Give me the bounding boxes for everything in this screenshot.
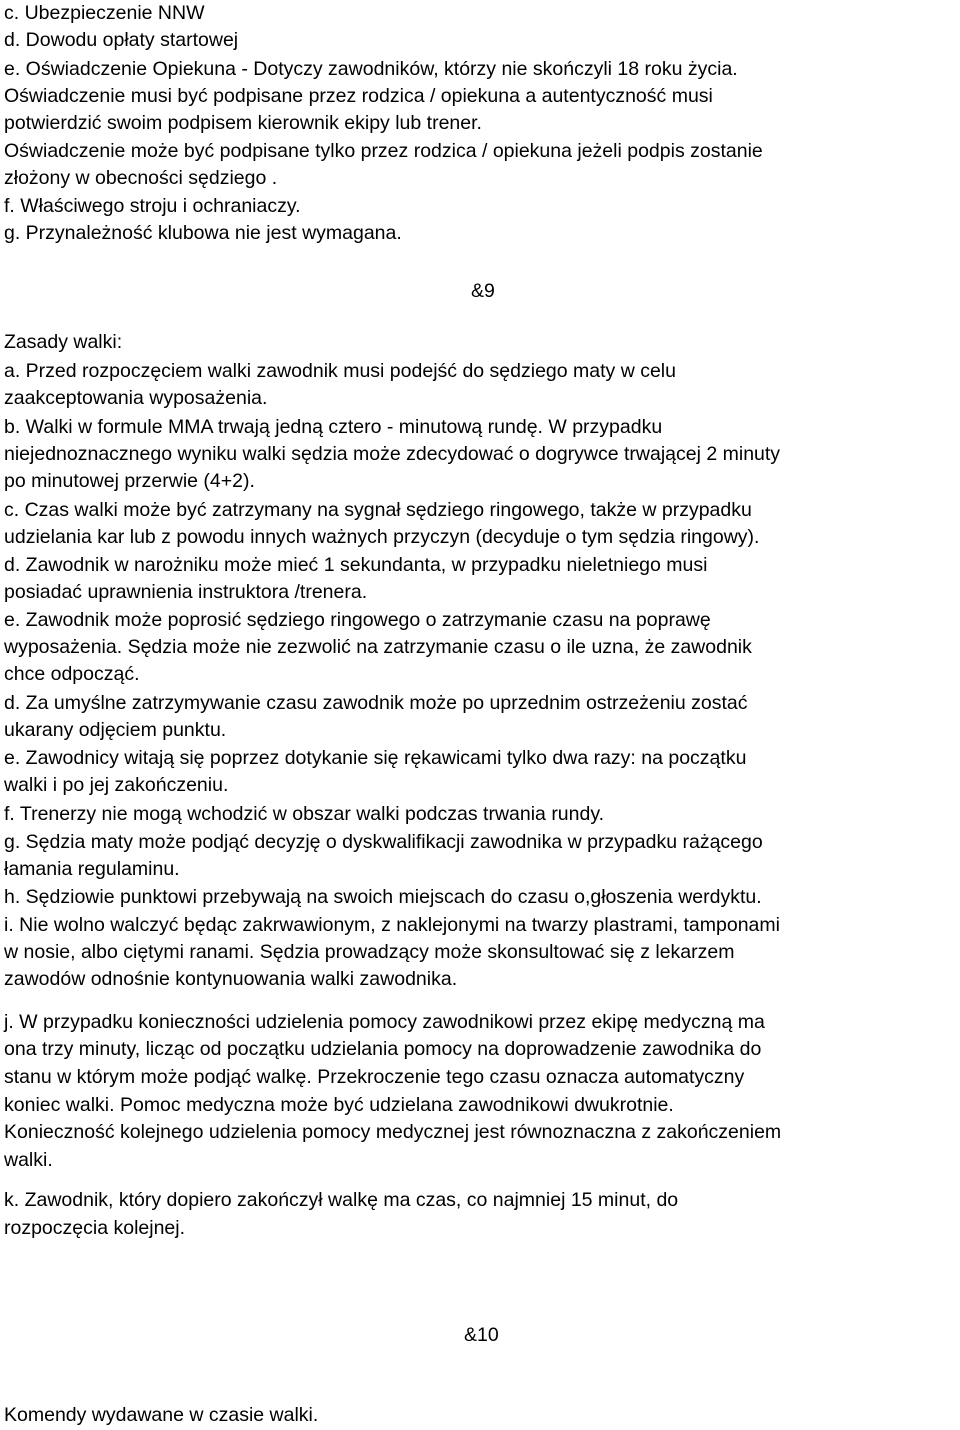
list-item-f: f. Właściwego stroju i ochraniaczy. (4, 195, 301, 217)
list-item-c: c. Ubezpieczenie NNW (4, 2, 205, 24)
rule-line: koniec walki. Pomoc medyczna może być udzielana zawodnikowi dwukrotnie. (4, 1094, 674, 1116)
rule-line: posiadać uprawnienia instruktora /trenera. (4, 581, 368, 603)
rule-line: walki. (4, 1149, 53, 1171)
rule-line: zawodów odnośnie kontynuowania walki zawodnika. (4, 968, 458, 990)
rule-line: udzielania kar lub z powodu innych ważnych przyczyn (decyduje o tym sędzia ringowy). (4, 526, 760, 548)
rule-line: rozpoczęcia kolejnej. (4, 1217, 186, 1239)
rule-line: zaakceptowania wyposażenia. (4, 387, 268, 409)
rule-line: i. Nie wolno walczyć będąc zakrwawionym, z naklejonymi na twarzy plastrami, tamponami (4, 914, 780, 936)
rule-line: chce odpocząć. (4, 663, 140, 685)
rule-line: walki i po jej zakończeniu. (4, 774, 229, 796)
rule-line: e. Zawodnicy witają się poprzez dotykanie się rękawicami tylko dwa razy: na początku (4, 747, 747, 769)
rule-line: Konieczność kolejnego udzielenia pomocy medycznej jest równoznaczna z zakończeniem (4, 1121, 782, 1143)
list-item-e-cont-3: Oświadczenie może być podpisane tylko przez rodzica / opiekuna jeżeli podpis zostanie (4, 140, 763, 162)
rule-line: h. Sędziowie punktowi przebywają na swoich miejscach do czasu o,głoszenia werdyktu. (4, 886, 762, 908)
rule-line: k. Zawodnik, który dopiero zakończył walkę ma czas, co najmniej 15 minut, do (4, 1189, 679, 1211)
rule-line: c. Czas walki może być zatrzymany na sygnał sędziego ringowego, także w przypadku (4, 499, 752, 521)
rule-line: po minutowej przerwie (4+2). (4, 470, 255, 492)
section-number-10: &10 (464, 1324, 499, 1346)
rule-line: wyposażenia. Sędzia może nie zezwolić na zatrzymanie czasu o ile uzna, że zawodnik (4, 636, 752, 658)
rule-line: d. Zawodnik w narożniku może mieć 1 sekundanta, w przypadku nieletniego musi (4, 554, 708, 576)
section-heading-10: Komendy wydawane w czasie walki. (4, 1404, 319, 1426)
rule-line: e. Zawodnik może poprosić sędziego ringowego o zatrzymanie czasu na poprawę (4, 609, 711, 631)
list-item-d: d. Dowodu opłaty startowej (4, 29, 239, 51)
rule-line: g. Sędzia maty może podjąć decyzję o dyskwalifikacji zawodnika w przypadku rażącego (4, 831, 763, 853)
list-item-g: g. Przynależność klubowa nie jest wymagana. (4, 222, 402, 244)
list-item-e: e. Oświadczenie Opiekuna - Dotyczy zawodników, którzy nie skończyli 18 roku życia. (4, 58, 738, 80)
rule-line: ona trzy minuty, licząc od początku udzielania pomocy na doprowadzenie zawodnika do (4, 1038, 762, 1060)
section-number-9: &9 (471, 280, 495, 302)
section-heading-9: Zasady walki: (4, 331, 123, 353)
rule-line: stanu w którym może podjąć walkę. Przekroczenie tego czasu oznacza automatyczny (4, 1066, 745, 1088)
rule-line: d. Za umyślne zatrzymywanie czasu zawodnik może po uprzednim ostrzeżeniu zostać (4, 692, 748, 714)
list-item-e-cont-2: potwierdzić swoim podpisem kierownik ekipy lub trener. (4, 112, 482, 134)
rule-line: a. Przed rozpoczęciem walki zawodnik musi podejść do sędziego maty w celu (4, 360, 676, 382)
rule-line: łamania regulaminu. (4, 858, 180, 880)
list-item-e-cont-1: Oświadczenie musi być podpisane przez rodzica / opiekuna a autentyczność musi (4, 85, 713, 107)
rule-line: w nosie, albo ciętymi ranami. Sędzia prowadzący może skonsultować się z lekarzem (4, 941, 735, 963)
rule-line: f. Trenerzy nie mogą wchodzić w obszar walki podczas trwania rundy. (4, 803, 605, 825)
list-item-e-cont-4: złożony w obecności sędziego . (4, 167, 278, 189)
rule-line: ukarany odjęciem punktu. (4, 719, 227, 741)
rule-line: b. Walki w formule MMA trwają jedną cztero - minutową rundę. W przypadku (4, 416, 663, 438)
rule-line: j. W przypadku konieczności udzielenia pomocy zawodnikowi przez ekipę medyczną ma (4, 1011, 765, 1033)
rule-line: niejednoznacznego wyniku walki sędzia może zdecydować o dogrywce trwającej 2 minuty (4, 443, 781, 465)
